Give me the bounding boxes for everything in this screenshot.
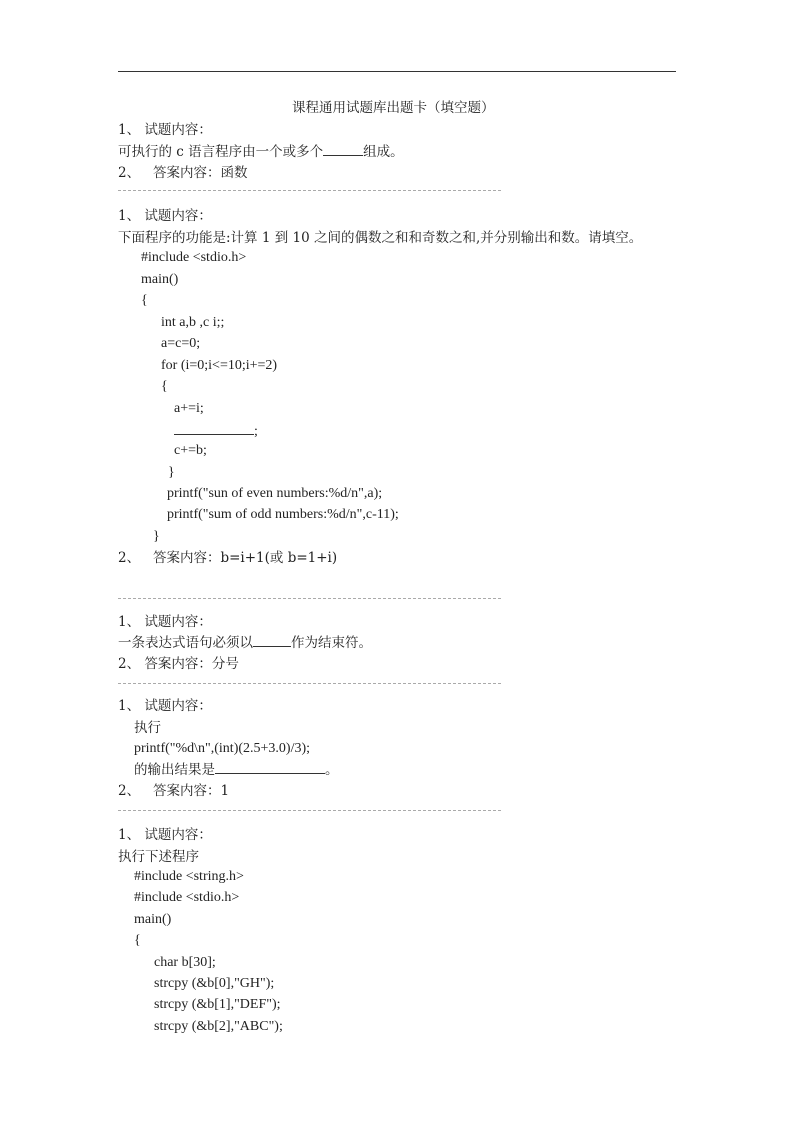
code-line: strcpy (&b[0],"GH");	[154, 976, 275, 991]
code-line: c+=b;	[174, 443, 207, 458]
code-line: }	[153, 529, 160, 544]
code-line: #include <stdio.h>	[141, 250, 247, 265]
code-line: {	[134, 933, 141, 948]
code-line: {	[141, 293, 148, 308]
q2-answer: 2、 答案内容：b=i+1(或 b=1+i)	[118, 550, 338, 566]
code-line: {	[161, 379, 168, 394]
q1-label: 1、 试题内容：	[118, 122, 212, 138]
q1-text-before: 可执行的 c 语言程序由一个或多个	[118, 144, 324, 160]
q1-text-after: 组成。	[363, 144, 404, 160]
code-line: char b[30];	[154, 955, 216, 970]
q3-text	[118, 634, 372, 652]
separator	[118, 810, 501, 811]
q3-text-after: 作为结束符。	[291, 635, 372, 651]
blank	[174, 422, 254, 435]
separator	[118, 190, 501, 191]
q1-answer: 2、 答案内容：函数	[118, 165, 248, 181]
blank	[323, 143, 363, 156]
separator	[118, 683, 501, 684]
q2-text: 下面程序的功能是:计算 1 到 10 之间的偶数之和和奇数之和,并分别输出和数。请填空。	[118, 230, 643, 246]
header-rule	[118, 71, 676, 72]
q3-answer: 2、 答案内容：分号	[118, 656, 239, 672]
separator	[118, 598, 501, 599]
code-line: printf("sum of odd numbers:%d/n",c-11);	[167, 507, 399, 522]
code-line: #include <string.h>	[134, 869, 244, 884]
q3-text-before: 一条表达式语句必须以	[118, 635, 253, 651]
q4-text: 的输出结果是	[134, 762, 215, 778]
code-line: }	[168, 465, 175, 480]
blank	[253, 634, 291, 647]
q1-text	[118, 143, 404, 161]
code-line: int a,b ,c i;;	[161, 315, 225, 330]
code-line: strcpy (&b[1],"DEF");	[154, 997, 281, 1012]
blank	[215, 761, 325, 774]
q4-text-end: 。	[325, 762, 339, 778]
q4-answer: 2、 答案内容：1	[118, 783, 230, 799]
q2-label: 1、 试题内容：	[118, 208, 212, 224]
q4-line1: 执行	[134, 720, 161, 736]
code-line: strcpy (&b[2],"ABC");	[154, 1019, 283, 1034]
code-line: printf("sun of even numbers:%d/n",a);	[167, 486, 383, 501]
code-line: main()	[141, 272, 179, 287]
q5-text: 执行下述程序	[118, 849, 199, 865]
code-line: for (i=0;i<=10;i+=2)	[161, 358, 278, 373]
code-line: a+=i;	[174, 401, 204, 416]
code-text: ;	[254, 424, 258, 439]
code-line: a=c=0;	[161, 336, 201, 351]
code-line: #include <stdio.h>	[134, 890, 240, 905]
code-line: main()	[134, 912, 172, 927]
q5-label: 1、 试题内容：	[118, 827, 212, 843]
q3-label: 1、 试题内容：	[118, 614, 212, 630]
code-line	[174, 422, 258, 441]
q4-line3	[134, 761, 339, 779]
q4-code: printf("%d\n",(int)(2.5+3.0)/3);	[134, 741, 311, 756]
q4-label: 1、 试题内容：	[118, 698, 212, 714]
page-title: 课程通用试题库出题卡（填空题）	[292, 100, 495, 116]
